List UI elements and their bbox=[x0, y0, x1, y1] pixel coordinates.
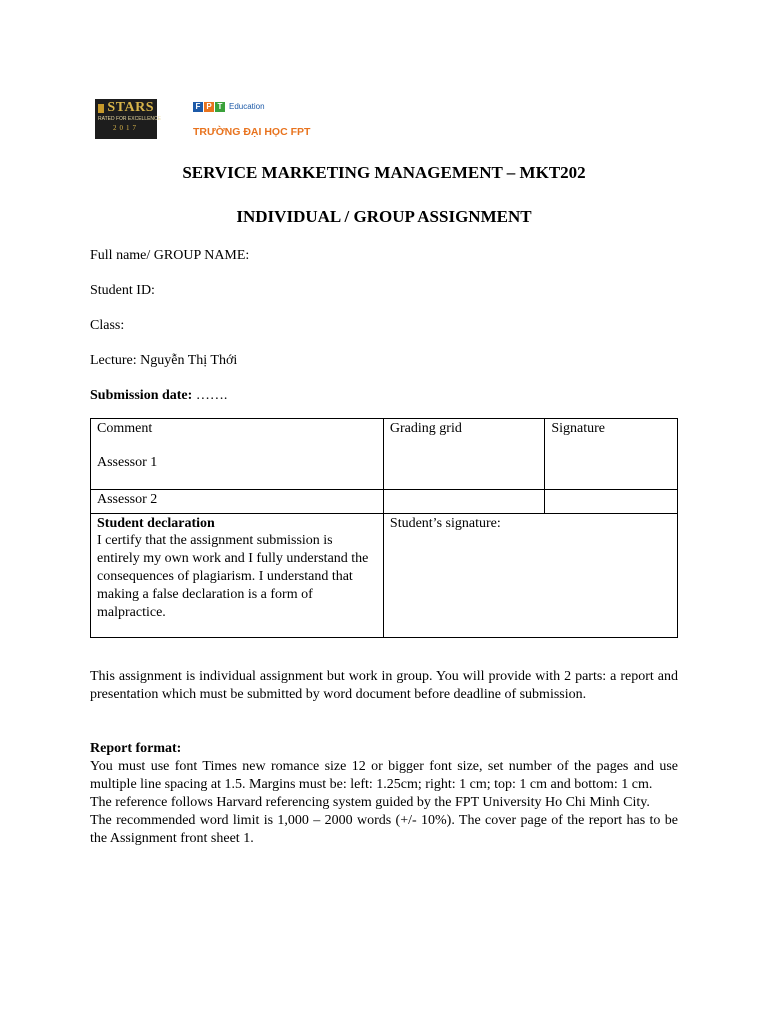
fpt-letter-p: P bbox=[204, 102, 214, 112]
reference-paragraph: The reference follows Harvard referencing system guided by the FPT University Ho Chi Minh City. bbox=[90, 795, 650, 810]
stars-logo-word: STARS bbox=[107, 100, 154, 115]
signature-label: Signature bbox=[551, 421, 605, 436]
submission-date-value: ……. bbox=[192, 388, 228, 403]
report-format-paragraph: You must use font Times new romance size 12 or bigger font size, set number of the pages and use multiple line spacing at 1.5. Margins must be: left: 1.25cm; right: 1 cm; top: 1 cm and bottom: 1 cm. bbox=[90, 759, 678, 792]
comment-label: Comment bbox=[97, 421, 153, 436]
fpt-letter-t: T bbox=[215, 102, 225, 112]
table-row bbox=[91, 514, 678, 638]
assessment-table bbox=[90, 418, 678, 638]
spacer bbox=[97, 437, 377, 455]
lecture-field: Lecture: Nguyễn Thị Thới bbox=[90, 353, 238, 368]
grading-grid-label: Grading grid bbox=[389, 421, 462, 436]
submission-date-field bbox=[90, 388, 227, 404]
assessor2-grading-cell bbox=[383, 490, 544, 514]
assessor1-label: Assessor 1 bbox=[97, 455, 158, 470]
word-limit-paragraph: The recommended word limit is 1,000 – 2000 words (+/- 10%). The cover page of the report has to be the Assignment front sheet 1. bbox=[90, 813, 678, 846]
assessor2-label: Assessor 2 bbox=[97, 492, 158, 507]
intro-paragraph: This assignment is individual assignment but work in group. You will provide with 2 parts: a report and presentation which must be submitted by word document before deadline of submission. bbox=[90, 669, 678, 702]
stars-logo-tagline: RATED FOR EXCELLENCE bbox=[98, 116, 161, 122]
stars-rating-logo bbox=[95, 99, 161, 139]
stars-logo-year: 2017 bbox=[113, 124, 139, 132]
fpt-education-logo bbox=[193, 102, 315, 142]
stars-badge-icon bbox=[98, 104, 104, 113]
comment-cell bbox=[91, 419, 384, 490]
assessor2-signature-cell bbox=[545, 490, 678, 514]
student-signature-label: Student’s signature: bbox=[389, 516, 501, 531]
signature-cell bbox=[545, 419, 678, 490]
full-name-field: Full name/ GROUP NAME: bbox=[90, 248, 250, 263]
table-row bbox=[91, 419, 678, 490]
class-field: Class: bbox=[90, 318, 125, 333]
student-declaration-cell bbox=[91, 514, 384, 638]
table-row bbox=[91, 490, 678, 514]
university-name: TRƯỜNG ĐẠI HỌC FPT bbox=[193, 126, 311, 138]
course-title: SERVICE MARKETING MANAGEMENT – MKT202 bbox=[182, 163, 586, 182]
student-signature-cell bbox=[383, 514, 677, 638]
fpt-education-label: Education bbox=[229, 102, 265, 111]
assignment-title: INDIVIDUAL / GROUP ASSIGNMENT bbox=[236, 207, 532, 226]
report-format-title: Report format: bbox=[90, 741, 182, 756]
assessor2-cell bbox=[91, 490, 384, 514]
header-logos bbox=[95, 99, 315, 141]
report-format-section bbox=[90, 740, 678, 848]
declaration-title: Student declaration bbox=[97, 516, 215, 531]
fpt-letter-f: F bbox=[193, 102, 203, 112]
grading-grid-cell bbox=[383, 419, 544, 490]
student-id-field: Student ID: bbox=[90, 283, 155, 298]
declaration-text: I certify that the assignment submission is entirely my own work and I fully understand the consequences of plagiarism. I understand that making a false declaration is a form of malpractice. bbox=[97, 533, 369, 620]
submission-date-label: Submission date: bbox=[90, 388, 193, 403]
